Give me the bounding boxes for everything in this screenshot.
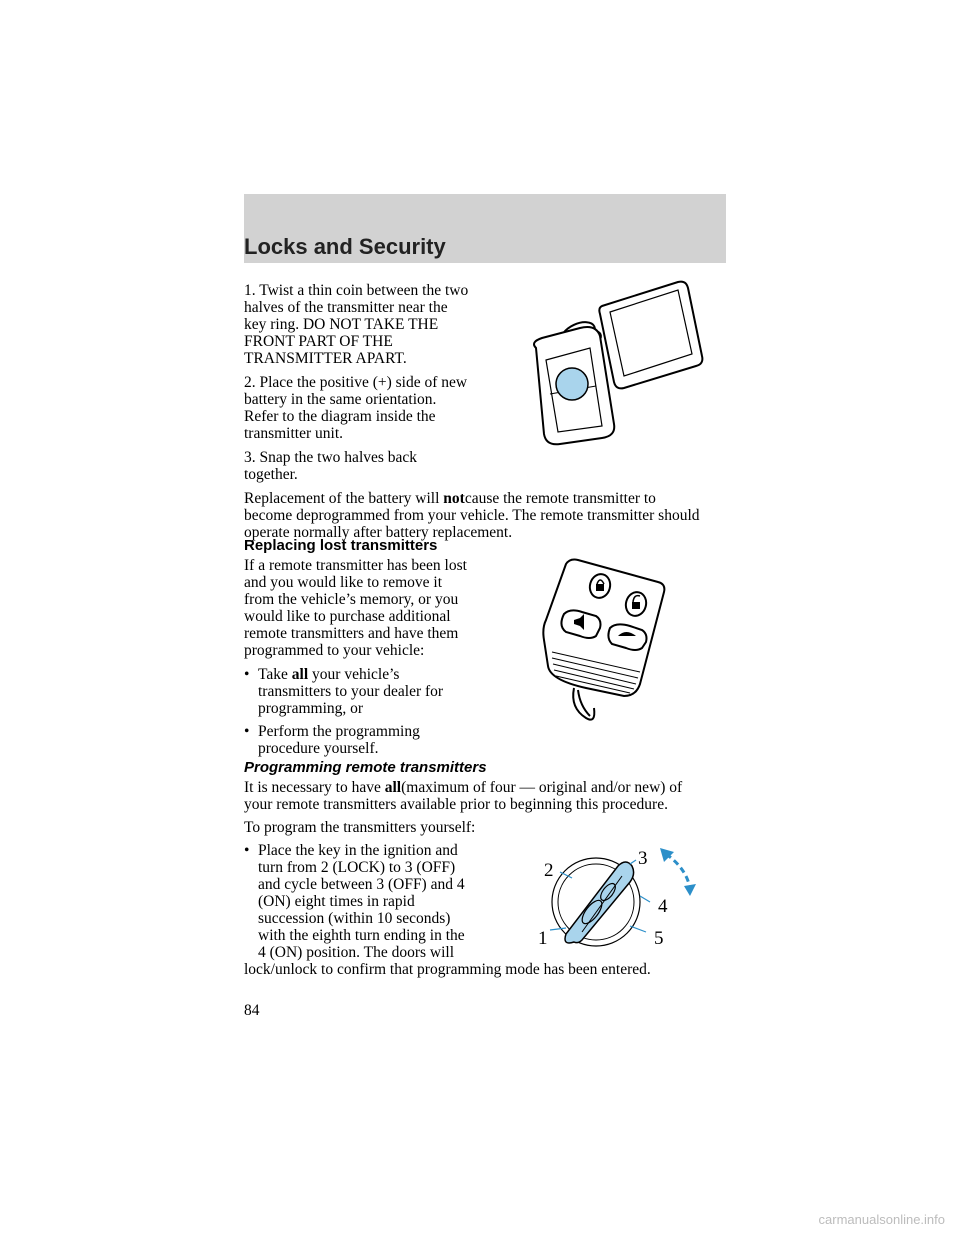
- ignition-label-3: 3: [638, 848, 648, 869]
- step-2-line-3: Refer to the diagram inside the: [244, 408, 436, 425]
- transmitter-battery-illustration: [520, 276, 720, 448]
- programming-para-2: To program the transmitters yourself:: [244, 819, 476, 836]
- lost-bullet-1-line-3: programming, or: [258, 700, 364, 717]
- programming-bullet-line-7: 4 (ON) position. The doors will: [258, 944, 455, 961]
- step-1-line-2: halves of the transmitter near the: [244, 299, 448, 316]
- step-1-line-4: FRONT PART OF THE: [244, 333, 393, 350]
- bullet-symbol: •: [244, 842, 250, 859]
- step-2-line-1: 2. Place the positive (+) side of new: [244, 374, 468, 391]
- step-2-line-2: battery in the same orientation.: [244, 391, 437, 408]
- bullet-symbol: •: [244, 723, 250, 740]
- step-3-line-1: 3. Snap the two halves back: [244, 449, 418, 466]
- lost-bullet-1-text-b: your vehicle’s: [312, 666, 400, 683]
- ignition-label-1: 1: [538, 928, 548, 949]
- step-1-line-5: TRANSMITTER APART.: [244, 350, 407, 367]
- lost-para-line-5: remote transmitters and have them: [244, 625, 459, 642]
- replacement-note-text-b: cause the remote transmitter to: [464, 490, 656, 507]
- programming-bullet-line-1: Place the key in the ignition and: [258, 842, 458, 859]
- step-1-line-3: key ring. DO NOT TAKE THE: [244, 316, 439, 333]
- lost-para-line-4: would like to purchase additional: [244, 608, 451, 625]
- replacement-note-text-a: Replacement of the battery will: [244, 490, 440, 507]
- programming-bullet-line-3: and cycle between 3 (OFF) and 4: [258, 876, 465, 893]
- replacement-note-line-1: [244, 491, 656, 507]
- programming-bullet-line-4: (ON) eight times in rapid: [258, 893, 415, 910]
- lost-para-line-6: programmed to your vehicle:: [244, 642, 425, 659]
- step-3-line-2: together.: [244, 466, 298, 483]
- lost-bullet-1-text-a: Take: [258, 666, 288, 683]
- ignition-label-2: 2: [544, 860, 554, 881]
- ignition-label-4: 4: [658, 896, 668, 917]
- ignition-switch-illustration: [516, 840, 706, 970]
- section-title: Locks and Security: [244, 234, 446, 259]
- watermark: carmanualsonline.info: [818, 1212, 945, 1227]
- lost-bullet-1-emphasis: all: [291, 666, 309, 683]
- replacement-note-emphasis: not: [443, 490, 465, 507]
- programming-para-1-line-2: your remote transmitters available prior to beginning this procedure.: [244, 796, 668, 813]
- programming-para-1-line-1: [244, 780, 682, 796]
- lost-bullet-1-line-2: transmitters to your dealer for: [258, 683, 444, 700]
- programming-para-emphasis: all: [384, 779, 402, 796]
- lost-bullet-1-line-1: [258, 667, 399, 683]
- programming-bullet-line-8: lock/unlock to confirm that programming mode has been entered.: [244, 961, 651, 978]
- lost-bullet-2-line-1: Perform the programming: [258, 723, 420, 740]
- bullet-symbol: •: [244, 666, 250, 683]
- replacement-note-line-3: operate normally after battery replacement.: [244, 524, 513, 541]
- step-1-line-1: 1. Twist a thin coin between the two: [244, 282, 469, 299]
- programming-bullet-line-2: turn from 2 (LOCK) to 3 (OFF): [258, 859, 456, 876]
- lost-bullet-2-line-2: procedure yourself.: [258, 740, 379, 757]
- replacement-note-line-2: become deprogrammed from your vehicle. The remote transmitter should: [244, 507, 700, 524]
- programming-heading: Programming remote transmitters: [244, 759, 487, 776]
- ignition-label-5: 5: [654, 928, 664, 949]
- programming-bullet-line-6: with the eighth turn ending in the: [258, 927, 465, 944]
- remote-transmitter-illustration: [530, 556, 680, 726]
- step-2-line-4: transmitter unit.: [244, 425, 344, 442]
- programming-para-text-a: It is necessary to have: [244, 779, 381, 796]
- lost-para-line-1: If a remote transmitter has been lost: [244, 557, 467, 574]
- programming-para-text-b: (maximum of four — original and/or new) of: [401, 779, 683, 796]
- programming-bullet-line-5: succession (within 10 seconds): [258, 910, 451, 927]
- lost-para-line-3: from the vehicle’s memory, or you: [244, 591, 459, 608]
- lost-para-line-2: and you would like to remove it: [244, 574, 443, 591]
- lost-transmitters-heading: Replacing lost transmitters: [244, 537, 438, 554]
- page-number: 84: [244, 1002, 260, 1019]
